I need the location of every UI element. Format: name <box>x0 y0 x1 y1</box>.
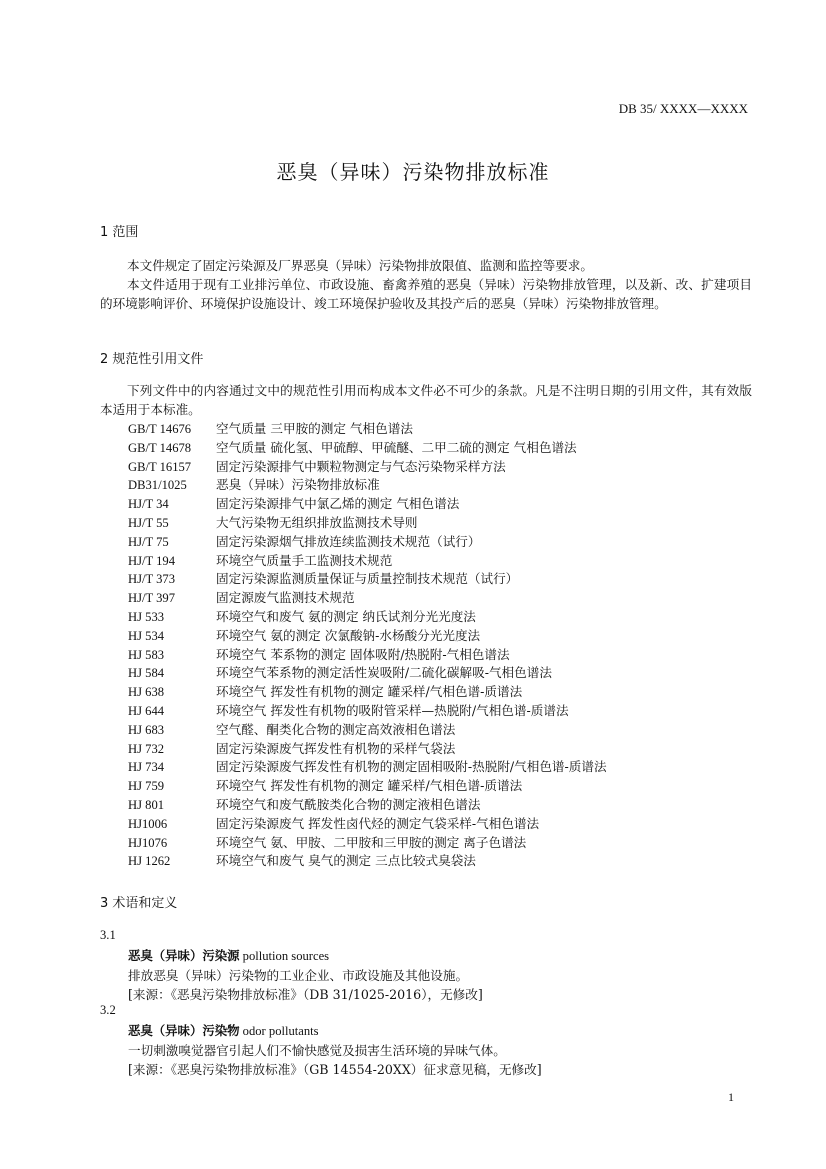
reference-item <box>128 852 748 871</box>
reference-code: HJ 644 <box>128 703 165 718</box>
section-heading-terms: 3 术语和定义 <box>100 896 178 911</box>
document-title: 恶臭（异味）污染物排放标准 <box>276 160 550 184</box>
reference-code: HJ/T 397 <box>128 591 175 606</box>
reference-title: 环境空气质量手工监测技术规范 <box>216 552 393 568</box>
reference-item <box>128 570 748 589</box>
reference-title: 环境空气和废气 臭气的测定 三点比较式臭袋法 <box>216 853 476 869</box>
reference-title: 固定污染源排气中氯乙烯的测定 气相色谱法 <box>216 496 460 512</box>
reference-title: 环境空气 氨的测定 次氯酸钠-水杨酸分光光度法 <box>216 627 481 643</box>
reference-title: 环境空气 挥发性有机物的测定 罐采样/气相色谱-质谱法 <box>216 778 523 794</box>
reference-title: 固定污染源废气 挥发性卤代烃的测定气袋采样-气相色谱法 <box>216 815 540 831</box>
reference-code: DB31/1025 <box>128 478 187 493</box>
reference-title: 环境空气 挥发性有机物的吸附管采样—热脱附/气相色谱-质谱法 <box>216 702 569 718</box>
reference-item <box>128 796 748 815</box>
reference-code: HJ/T 34 <box>128 497 169 512</box>
term-name-en: pollution sources <box>239 949 330 963</box>
reference-title: 环境空气和废气酰胺类化合物的测定液相色谱法 <box>216 796 481 812</box>
term-source: [来源：《恶臭污染物排放标准》（DB 31/1025-2016），无修改] <box>128 987 483 1002</box>
reference-item <box>128 552 748 571</box>
section-heading-scope: 1 范围 <box>100 225 139 240</box>
reference-item <box>128 702 748 721</box>
reference-item <box>128 589 748 608</box>
term-name <box>128 946 329 964</box>
reference-code: HJ 638 <box>128 685 165 700</box>
reference-title: 环境空气和废气 氨的测定 纳氏试剂分光光度法 <box>216 608 476 624</box>
reference-item <box>128 495 748 514</box>
reference-code: GB/T 14678 <box>128 440 192 455</box>
reference-title: 固定污染源废气挥发性有机物的采样气袋法 <box>216 740 456 756</box>
scope-paragraph-2: 本文件适用于现有工业排污单位、市政设施、畜禽养殖的恶臭（异味）污染物排放管理，以及新、改、扩建项目的环境影响评价、环境保护设施设计、竣工环境保护验收及其投产后的恶臭（异味）污染物排放管理。 <box>100 277 752 311</box>
reference-code: HJ/T 55 <box>128 515 169 530</box>
reference-code: HJ 732 <box>128 741 165 756</box>
reference-code: HJ 759 <box>128 779 165 794</box>
reference-item <box>128 721 748 740</box>
term-name-cn: 恶臭（异味）污染物 <box>128 1023 240 1038</box>
reference-code: HJ 583 <box>128 647 165 662</box>
reference-code: HJ1006 <box>128 816 168 831</box>
term-definition: 一切刺激嗅觉器官引起人们不愉快感觉及损害生活环境的异味气体。 <box>128 1043 506 1058</box>
reference-code: HJ 683 <box>128 722 165 737</box>
reference-title: 固定污染源排气中颗粒物测定与气态污染物采样方法 <box>216 458 506 474</box>
reference-code: HJ1076 <box>128 835 168 850</box>
reference-title: 恶臭（异味）污染物排放标准 <box>216 477 380 493</box>
reference-item <box>128 664 748 683</box>
reference-title: 固定污染源废气挥发性有机物的测定固相吸附-热脱附/气相色谱-质谱法 <box>216 759 607 775</box>
reference-code: HJ 534 <box>128 628 165 643</box>
reference-list <box>128 420 748 871</box>
reference-title: 固定污染源烟气排放连续监测技术规范（试行） <box>216 533 481 549</box>
standard-code: DB 35/ XXXX—XXXX <box>618 101 748 116</box>
reference-item <box>128 740 748 759</box>
reference-code: HJ 734 <box>128 760 165 775</box>
term-name-cn: 恶臭（异味）污染源 <box>128 948 240 963</box>
reference-title: 固定源废气监测技术规范 <box>216 590 355 606</box>
reference-item <box>128 646 748 665</box>
reference-title: 环境空气 氨、甲胺、二甲胺和三甲胺的测定 离子色谱法 <box>216 834 527 850</box>
term-number: 3.1 <box>100 928 116 942</box>
reference-code: HJ/T 194 <box>128 553 175 568</box>
term-definition: 排放恶臭（异味）污染物的工业企业、市政设施及其他设施。 <box>128 968 469 983</box>
reference-item <box>128 683 748 702</box>
reference-item <box>128 514 748 533</box>
reference-code: HJ/T 75 <box>128 534 169 549</box>
reference-code: HJ 801 <box>128 797 165 812</box>
reference-item <box>128 608 748 627</box>
reference-title: 环境空气苯系物的测定活性炭吸附/二硫化碳解吸-气相色谱法 <box>216 665 552 681</box>
reference-item <box>128 627 748 646</box>
reference-code: HJ/T 373 <box>128 572 175 587</box>
term-name-en: odor pollutants <box>239 1024 319 1038</box>
scope-paragraph-1: 本文件规定了固定污染源及厂界恶臭（异味）污染物排放限值、监测和监控等要求。 <box>127 258 593 273</box>
reference-title: 空气质量 三甲胺的测定 气相色谱法 <box>216 421 413 436</box>
reference-item <box>128 533 748 552</box>
reference-item <box>128 815 748 834</box>
reference-item <box>128 439 748 458</box>
reference-code: HJ 1262 <box>128 854 171 869</box>
normative-intro: 下列文件中的内容通过文中的规范性引用而构成本文件必不可少的条款。凡是不注明日期的引用文件，其有效版本适用于本标准。 <box>100 383 752 417</box>
reference-title: 空气质量 硫化氢、甲硫醇、甲硫醚、二甲二硫的测定 气相色谱法 <box>216 439 577 455</box>
reference-title: 大气污染物无组织排放监测技术导则 <box>216 514 418 530</box>
reference-code: HJ 533 <box>128 609 165 624</box>
term-name <box>128 1021 319 1039</box>
section-heading-normative: 2 规范性引用文件 <box>100 352 204 367</box>
reference-item <box>128 420 748 439</box>
reference-title: 空气醛、酮类化合物的测定高效液相色谱法 <box>216 721 456 737</box>
reference-code: HJ 584 <box>128 666 165 681</box>
reference-item <box>128 777 748 796</box>
reference-title: 环境空气 苯系物的测定 固体吸附/热脱附-气相色谱法 <box>216 646 510 662</box>
reference-title: 固定污染源监测质量保证与质量控制技术规范（试行） <box>216 571 519 587</box>
reference-title: 环境空气 挥发性有机物的测定 罐采样/气相色谱-质谱法 <box>216 684 523 700</box>
reference-code: GB/T 14676 <box>128 422 192 436</box>
reference-item <box>128 476 748 495</box>
term-source: [来源：《恶臭污染物排放标准》（GB 14554-20XX）征求意见稿，无修改] <box>128 1062 542 1077</box>
reference-item <box>128 758 748 777</box>
reference-item <box>128 458 748 477</box>
reference-code: GB/T 16157 <box>128 459 192 474</box>
page-number: 1 <box>728 1090 734 1104</box>
reference-item <box>128 834 748 853</box>
term-number: 3.2 <box>100 1003 116 1017</box>
